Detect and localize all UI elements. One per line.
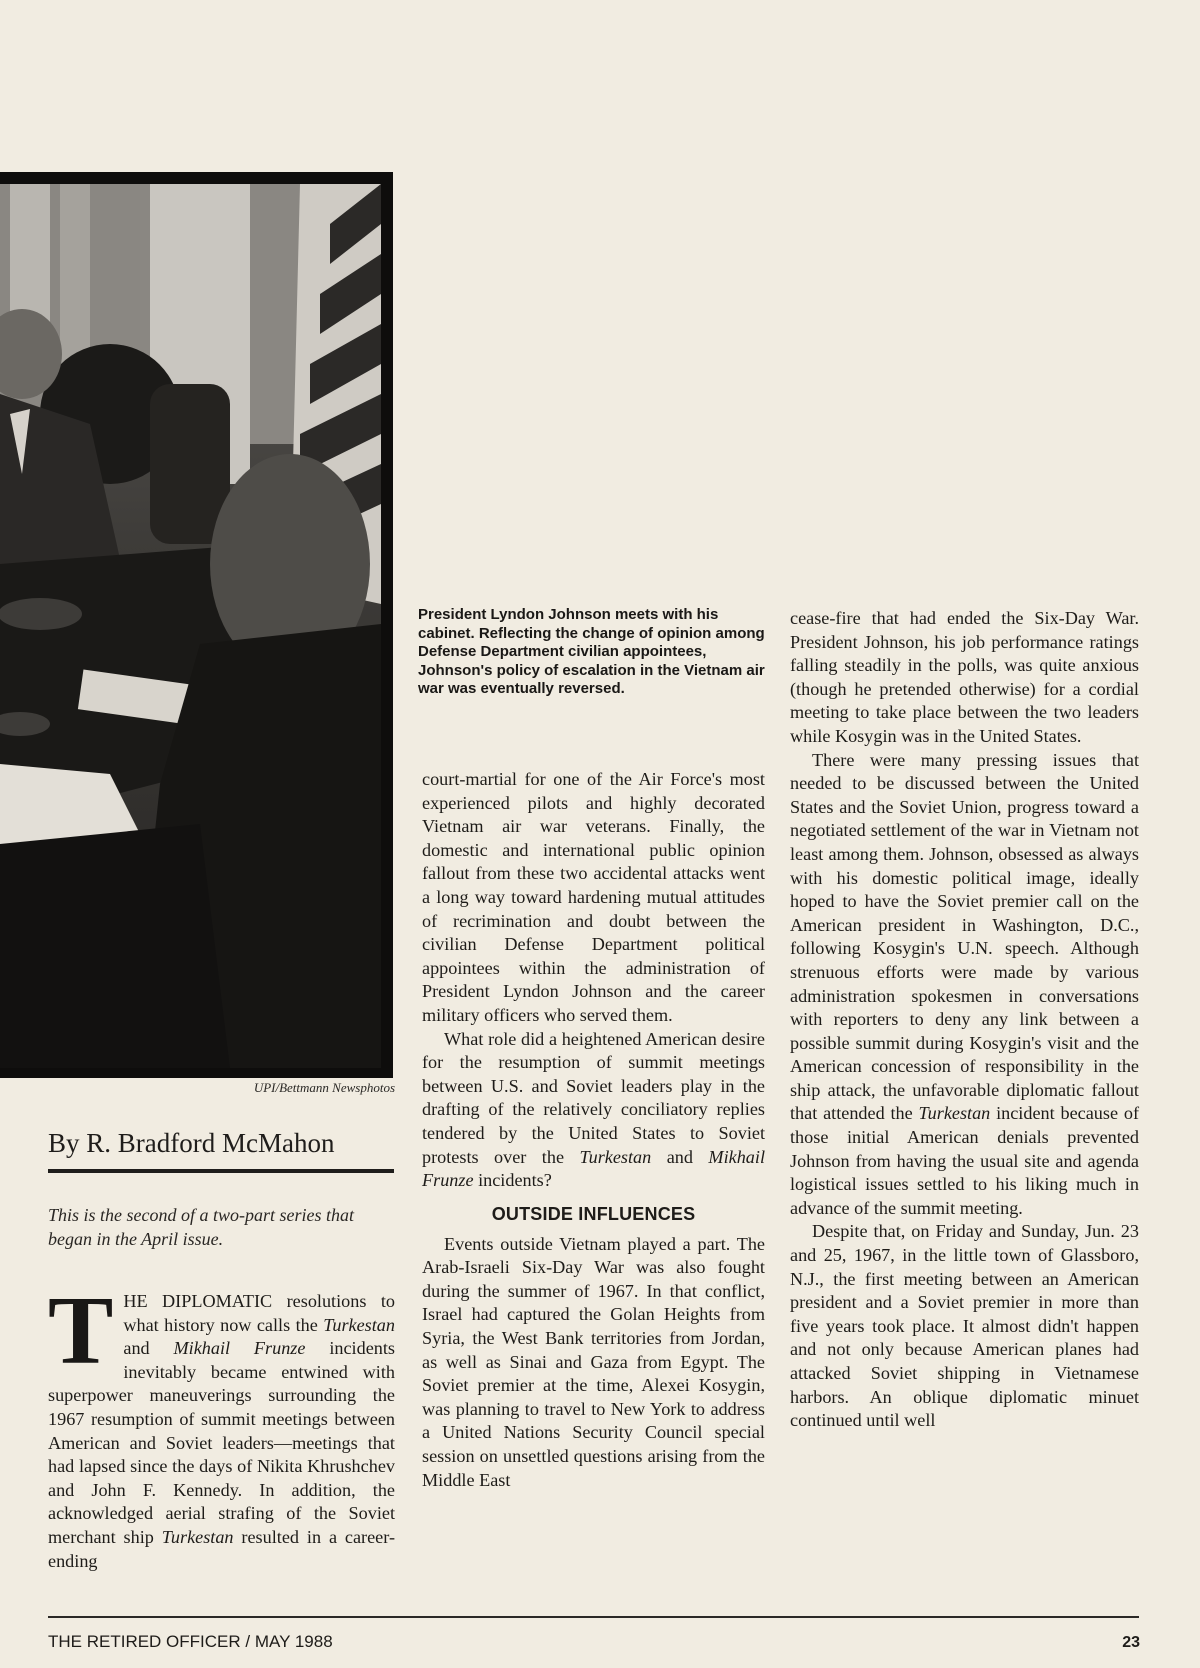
article-column-2 [422,768,765,1492]
paragraph-text: There were many pressing issues that needed to be discussed between the United States and the Soviet Union, progress toward a negotiated settlement of the war in Vietnam not least among them. Johnson, obsessed as always with his domestic political image, ideally hoped to have the Soviet premier call on the American president in Washington, D.C., following Kosygin's U.N. speech. Although strenuous efforts were made by various administration spokesmen in conversations with reporters to deny any link between a possible summit during Kosygin's visit and the American concession of responsibility in the ship attack, the unfavorable diplomatic fallout that attended the [790,749,1139,1124]
conjunction: and [123,1338,174,1359]
publication-footer: THE RETIRED OFFICER / MAY 1988 [48,1632,333,1651]
ship-name: Turkestan [579,1146,652,1167]
lead-text-a: resolutions to what history now calls the [123,1291,395,1335]
lead-text-c: resulted in a career-ending [48,1526,396,1571]
section-subhead: OUTSIDE INFLUENCES [491,1203,696,1224]
photo-caption: President Lyndon Johnson meets with his cabinet. Reflecting the change of opinion among Defense Department civilian appointees, Johnson's policy of escalation in the Vietnam air war was eventually reversed. [418,606,765,697]
paragraph: court-martial for one of the Air Force's most experienced pilots and highly decorated Vietnam air war veterans. Finally, the domestic and international public opinion fallout from these two accidental attacks went a long way toward hardening mutual attitudes of recrimination and doubt between the civilian Defense Department political appointees within the administration of President Lyndon Johnson and the career military officers who served them. [422,769,765,1025]
paragraph [422,1028,765,1193]
paragraph-text: incidents? [473,1170,552,1191]
cabinet-meeting-photo [0,172,393,1078]
paragraph: cease-fire that had ended the Six-Day War. President Johnson, his job performance ratings falling steadily in the polls, was quite anxious (though he pretended otherwise) for a cordial meeting to take place between the two leaders while Kosygin was in the United States. [790,608,1139,746]
lead-text-b: incidents inevitably became entwined with superpower maneuverings surrounding the 1967 resumption of summit meetings between American and Soviet leaders—meetings that had lapsed since the days of Nikita Khrushchev and John F. Kennedy. In addition, the acknowledged aerial strafing of the Soviet merchant ship [48,1338,395,1547]
ship-name: Turkestan [161,1526,234,1547]
footer-rule [48,1616,1139,1618]
page-number: 23 [1122,1634,1140,1651]
paragraph-text: incident because of those initial American denials prevented Johnson from having the usual site and agenda logistical issues settled to his liking much in advance of the summit meeting. [790,1103,1139,1218]
ship-name: Turkestan [323,1314,395,1335]
series-note: This is the second of a two-part series that began in the April issue. [48,1205,354,1249]
author-byline: By R. Bradford McMahon [48,1128,394,1173]
lead-caps: HE DIPLOMATIC [123,1291,273,1311]
paragraph [790,749,1139,1221]
photo-illustration [0,184,381,1068]
article-lead-paragraph [48,1277,396,1573]
conjunction: and [651,1146,709,1167]
photo-credit: UPI/Bettmann Newsphotos [253,1080,395,1095]
ship-name: Mikhail Frunze [422,1146,765,1191]
drop-cap: T [48,1277,114,1385]
paragraph: Events outside Vietnam played a part. The Arab-Israeli Six-Day War was also fought during the summer of 1967. In that conflict, Israel had captured the Golan Heights from Syria, the West Bank territories from Jordan, as well as Sinai and Gaza from Egypt. The Soviet premier at the time, Alexei Kosygin, was planning to travel to New York to address a United Nations Security Council special session on unsettled questions arising from the Middle East [422,1233,765,1490]
photo-image [0,184,381,1068]
ship-name: Turkestan [918,1103,991,1124]
paragraph-text: What role did a heightened American desire for the resumption of summit meetings between U.S. and Soviet leaders play in the drafting of the relatively conciliatory replies tendered by the United States to Soviet protests over the [422,1028,765,1167]
article-column-3 [790,607,1139,1433]
paragraph: Despite that, on Friday and Sunday, Jun. 23 and 25, 1967, in the little town of Glassboro, N.J., the first meeting between an American president and a Soviet premier in more than five years took place. It almost didn't happen and not only because American planes had attacked Soviet shipping in Vietnamese harbors. An oblique diplomatic minuet continued until well [790,1221,1139,1431]
ship-name: Mikhail Frunze [173,1338,306,1359]
article-column-1 [48,1277,396,1573]
